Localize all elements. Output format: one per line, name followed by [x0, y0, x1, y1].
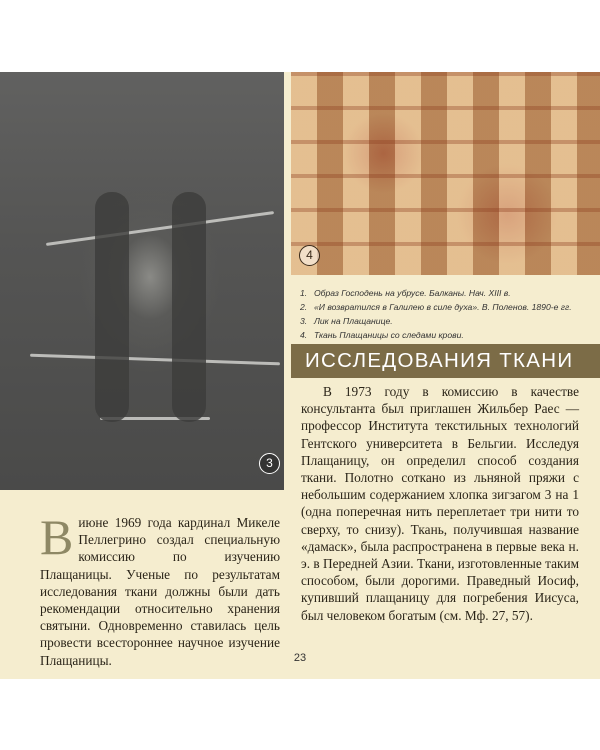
paragraph: В 1973 году в комиссию в качестве консультанта был приглашен Жильбер Раес — профессор Института текстильных технологий Гентского университета в Бельгии. Исследуя Плащаницу, он определил способ создания ткани. Полотно соткано из льняной пряжи с небольшим содержанием хлопка зигзагом 3 на 1 (одна поперечная нить переплетает три нити то сверху, то снизу). Ткань, получившая название «дамаск», была распространена в первые века н. э. в Передней Азии. Ткани, изготовленные таким способом, были дорогими. Праведный Иосиф, купивший плащаницу для погребения Иисуса, был человеком богатым (см. Мф. 27, 57). — [301, 384, 579, 623]
paragraph: Виюне 1969 года кардинал Микеле Пеллегрино создал специальную комиссию по изучению Плащаницы. Ученые по результатам исследования ткани должны были дать рекомендации относительно хранения святыни. Одновременно ставилась цель провести всестороннее научное изучение Плащаницы. — [40, 509, 280, 668]
drop-cap: В — [40, 509, 74, 565]
photo-captions — [300, 286, 572, 342]
page-number: 23 — [293, 652, 307, 664]
photo-number-badge: 4 — [299, 245, 320, 266]
photo-number-badge: 3 — [259, 453, 280, 474]
caption-item: 2. «И возвратился в Галилею в силе духа». В. Поленов. 1890-е гг. — [300, 302, 572, 312]
caption-item: 4. Ткань Плащаницы со следами крови. — [300, 330, 464, 340]
cloth-weave-photo — [291, 72, 600, 275]
shroud-face-photo — [0, 72, 284, 490]
book-page — [0, 72, 600, 679]
right-text-column — [301, 383, 579, 624]
section-heading: ИССЛЕДОВАНИЯ ТКАНИ — [291, 344, 600, 378]
left-text-column — [40, 509, 280, 669]
caption-item: 3. Лик на Плащанице. — [300, 316, 393, 326]
caption-item: 1. Образ Господень на убрусе. Балканы. Нач. XIII в. — [300, 288, 511, 298]
